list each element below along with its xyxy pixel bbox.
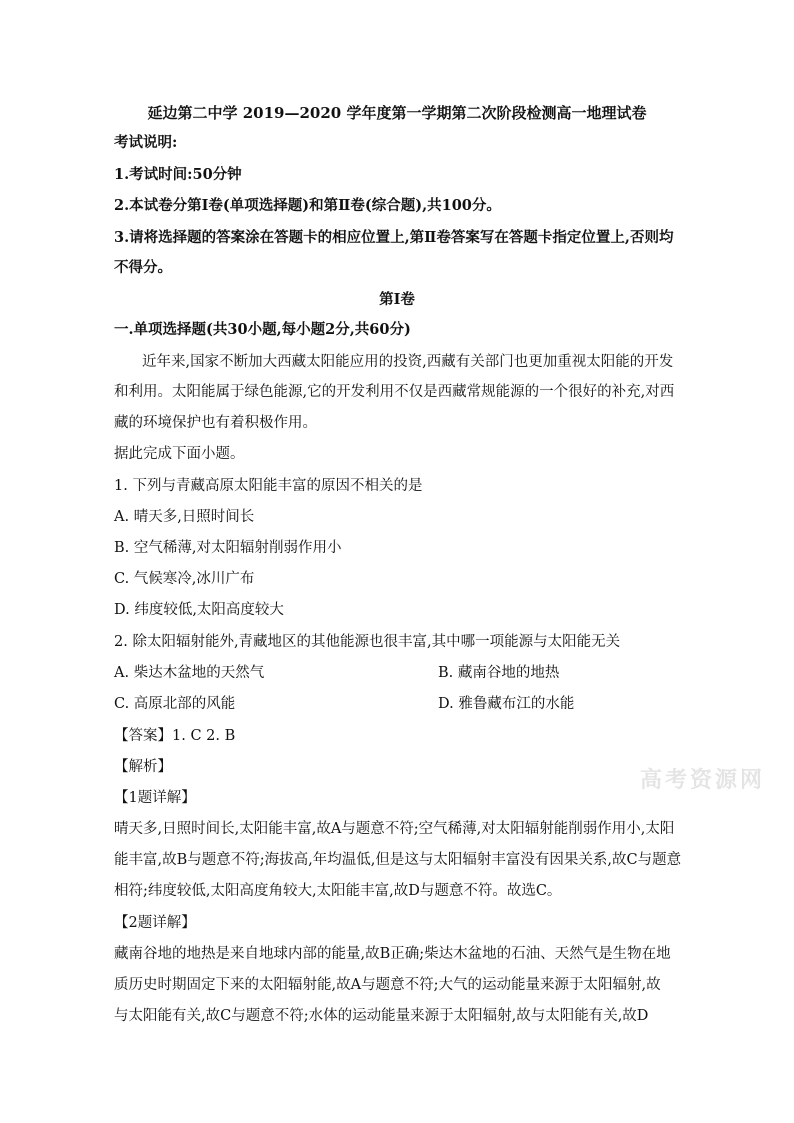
part-title: 一.单项选择题(共30小题,每小题2分,共60分) <box>114 321 411 338</box>
question-2: 2. 除太阳辐射能外,青藏地区的其他能源也很丰富,其中哪一项能源与太阳能无关 <box>114 634 621 650</box>
q1-detail-line-3: 相符;纬度较低,太阳高度角较大,太阳能丰富,故D与题意不符。故选C。 <box>114 883 562 899</box>
passage-line-2: 和利用。太阳能属于绿色能源,它的开发利用不仅是西藏常规能源的一个很好的补充,对西 <box>114 384 675 400</box>
question-2-option-a: A. 柴达木盆地的天然气 <box>114 665 265 681</box>
q1-detail-line-2: 能丰富,故B与题意不符;海拔高,年均温低,但是这与太阳辐射丰富没有因果关系,故C与题意 <box>114 852 682 868</box>
instruction: 据此完成下面小题。 <box>114 446 245 462</box>
q1-detail-label: 【1题详解】 <box>114 790 196 806</box>
question-1-option-d: D. 纬度较低,太阳高度较大 <box>114 602 284 618</box>
question-1: 1. 下列与青藏高原太阳能丰富的原因不相关的是 <box>114 478 423 494</box>
watermark-logo: 高考资源网 <box>640 767 766 793</box>
exam-note-1: 1.考试时间:50分钟 <box>114 166 242 183</box>
section-title: 第Ⅰ卷 <box>379 291 415 308</box>
question-1-option-a: A. 晴天多,日照时间长 <box>114 509 255 525</box>
question-2-option-b: B. 藏南谷地的地热 <box>438 665 560 681</box>
q2-detail-line-3: 与太阳能有关,故C与题意不符;水体的运动能量来源于太阳辐射,故与太阳能有关,故D <box>114 1008 649 1024</box>
passage-line-1: 近年来,国家不断加大西藏太阳能应用的投资,西藏有关部门也更加重视太阳能的开发 <box>142 354 674 370</box>
analysis-label: 【解析】 <box>114 759 172 775</box>
question-1-option-c: C. 气候寒冷,冰川广布 <box>114 571 255 587</box>
q2-detail-label: 【2题详解】 <box>114 915 196 931</box>
exam-notes-label: 考试说明: <box>114 134 178 151</box>
q2-detail-line-2: 质历史时期固定下来的太阳辐射能,故A与题意不符;大气的运动能量来源于太阳辐射,故 <box>114 977 661 993</box>
question-2-option-c: C. 高原北部的风能 <box>114 696 236 712</box>
exam-note-3b: 不得分。 <box>114 259 172 276</box>
passage-line-3: 藏的环境保护也有着积极作用。 <box>114 415 317 431</box>
document-title: 延边第二中学 2019—2020 学年度第一学期第二次阶段检测高一地理试卷 <box>147 104 647 122</box>
question-2-option-d: D. 雅鲁藏布江的水能 <box>438 696 575 712</box>
exam-note-3a: 3.请将选择题的答案涂在答题卡的相应位置上,第Ⅱ卷答案写在答题卡指定位置上,否则均 <box>114 229 674 246</box>
exam-note-2: 2.本试卷分第Ⅰ卷(单项选择题)和第Ⅱ卷(综合题),共100分。 <box>114 197 501 214</box>
question-1-option-b: B. 空气稀薄,对太阳辐射削弱作用小 <box>114 540 342 556</box>
q2-detail-line-1: 藏南谷地的地热是来自地球内部的能量,故B正确;柴达木盆地的石油、天然气是生物在地 <box>114 946 671 962</box>
q1-detail-line-1: 晴天多,日照时间长,太阳能丰富,故A与题意不符;空气稀薄,对太阳辐射能削弱作用小,太阳 <box>114 821 675 837</box>
answer-line: 【答案】1. C 2. B <box>114 728 236 744</box>
